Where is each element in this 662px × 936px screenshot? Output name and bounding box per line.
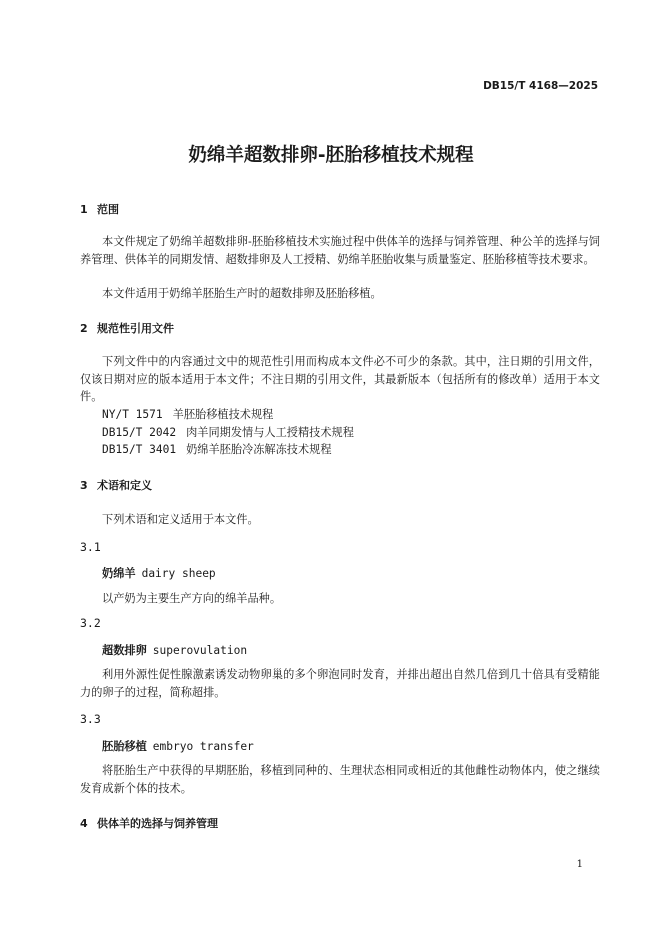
section-number: 4 xyxy=(80,817,88,830)
term-name xyxy=(102,738,254,754)
section-number: 1 xyxy=(80,203,88,216)
reference-code: NY/T 1571 xyxy=(102,408,163,421)
reference-title: 肉羊同期发情与人工授精技术规程 xyxy=(186,426,354,439)
scope-paragraph-1: 本文件规定了奶绵羊超数排卵-胚胎移植技术实施过程中供体羊的选择与饲养管理、种公羊的选择与饲养管理、供体羊的同期发情、超数排卵及人工授精、奶绵羊胚胎收集与质量鉴定、胚胎移植等技术要求。 xyxy=(80,235,600,266)
reference-code: DB15/T 2042 xyxy=(102,426,177,439)
section-heading-4 xyxy=(80,815,218,831)
reference-item xyxy=(102,406,273,422)
term-zh: 超数排卵 xyxy=(102,644,147,657)
term-name xyxy=(102,565,216,581)
term-zh: 胚胎移植 xyxy=(102,740,147,753)
term-definition: 以产奶为主要生产方向的绵羊品种。 xyxy=(102,592,282,605)
page-number: 1 xyxy=(576,859,583,870)
section-heading-1 xyxy=(80,201,119,217)
term-en: dairy sheep xyxy=(141,567,216,580)
references-intro-paragraph: 下列文件中的内容通过文中的规范性引用而构成本文件必不可少的条款。其中，注日期的引用文件，仅该日期对应的版本适用于本文件；不注日期的引用文件，其最新版本（包括所有的修改单）适用于本文件。 xyxy=(80,355,600,403)
section-title: 术语和定义 xyxy=(97,479,152,492)
reference-title: 奶绵羊胚胎冷冻解冻技术规程 xyxy=(186,443,332,456)
section-title: 规范性引用文件 xyxy=(97,322,174,335)
term-en: superovulation xyxy=(152,644,248,657)
term-number: 3.1 xyxy=(80,540,101,554)
term-en: embryo transfer xyxy=(152,740,254,753)
scope-paragraph-2: 本文件适用于奶绵羊胚胎生产时的超数排卵及胚胎移植。 xyxy=(102,287,382,300)
reference-title: 羊胚胎移植技术规程 xyxy=(172,408,274,421)
section-number: 2 xyxy=(80,322,88,335)
section-title: 供体羊的选择与饲养管理 xyxy=(97,817,218,830)
section-number: 3 xyxy=(80,479,88,492)
term-zh: 奶绵羊 xyxy=(102,567,136,580)
term-name xyxy=(102,642,247,658)
reference-item xyxy=(102,441,332,457)
document-title: 奶绵羊超数排卵-胚胎移植技术规程 xyxy=(188,145,474,166)
section-title: 范围 xyxy=(97,203,119,216)
reference-item xyxy=(102,424,354,440)
term-definition: 利用外源性促性腺激素诱发动物卵巢的多个卵泡同时发育，并排出超出自然几倍到几十倍具有受精能力的卵子的过程，简称超排。 xyxy=(80,668,600,699)
terms-intro-paragraph: 下列术语和定义适用于本文件。 xyxy=(102,513,259,526)
term-number: 3.2 xyxy=(80,616,101,630)
term-number: 3.3 xyxy=(80,712,101,726)
reference-code: DB15/T 3401 xyxy=(102,443,177,456)
section-heading-3 xyxy=(80,477,152,493)
section-heading-2 xyxy=(80,320,174,336)
document-code: DB15/T 4168—2025 xyxy=(483,80,598,92)
term-definition: 将胚胎生产中获得的早期胚胎，移植到同种的、生理状态相同或相近的其他雌性动物体内，使之继续发育成新个体的技术。 xyxy=(80,764,600,795)
